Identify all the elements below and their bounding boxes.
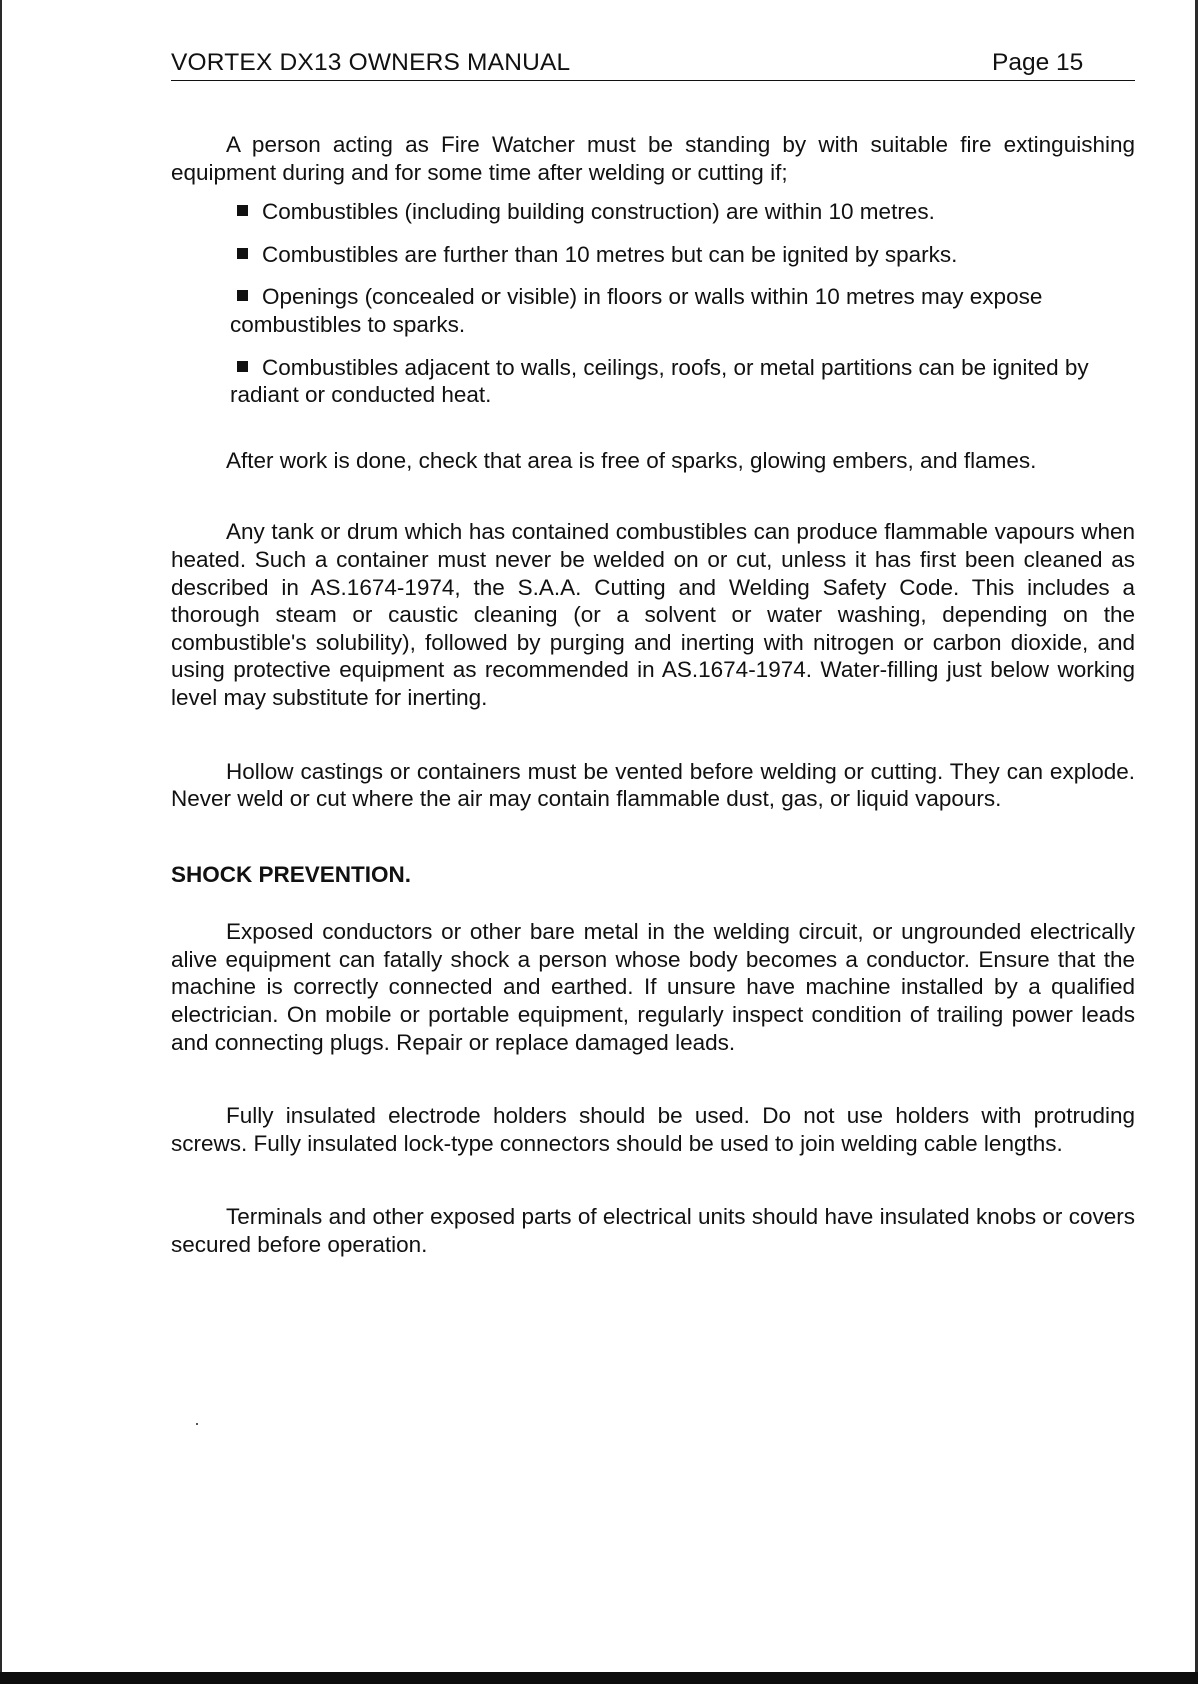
page-number: Page 15 bbox=[992, 49, 1084, 76]
square-bullet-icon bbox=[237, 248, 248, 259]
square-bullet-icon bbox=[237, 205, 248, 216]
after-work-note: After work is done, check that area is free of sparks, glowing embers, and flames. bbox=[226, 447, 1037, 473]
fire-watcher-conditions-list bbox=[171, 198, 1135, 409]
insulated-holders-paragraph: Fully insulated electrode holders should be used. Do not use holders with protruding screws. Fully insulated lock-type connectors should be used to join welding cable lengths. bbox=[171, 1103, 1135, 1156]
scan-border-bottom bbox=[0, 1672, 1198, 1684]
list-item-text: Combustibles are further than 10 metres but can be ignited by sparks. bbox=[262, 241, 958, 267]
list-item bbox=[230, 354, 1135, 409]
list-item-text: Openings (concealed or visible) in floors or walls within 10 metres may expose bbox=[262, 284, 1043, 310]
list-item-text-continued: radiant or conducted heat. bbox=[230, 382, 492, 408]
square-bullet-icon bbox=[237, 361, 248, 372]
tank-drum-paragraph: Any tank or drum which has contained combustibles can produce flammable vapours when heated. Such a container must never be welded on or cut, unless it has first been cleaned as described in AS.1674-1974, the S.A.A. Cutting and Welding Safety Code. This includes a thorough steam or caustic cleaning (or a solvent or water washing, depending on the combustible's solubility), followed by purging and inerting with nitrogen or carbon dioxide, and using protective equipment as recommended in AS.1674-1974. Water-filling just below working level may substitute for inerting. bbox=[171, 519, 1135, 710]
square-bullet-icon bbox=[237, 290, 248, 301]
shock-prevention-heading: SHOCK PREVENTION. bbox=[171, 861, 412, 887]
hollow-castings-paragraph: Hollow castings or containers must be vented before welding or cutting. They can explode. Never weld or cut where the air may contain flammable dust, gas, or liquid vapours. bbox=[171, 758, 1135, 812]
manual-title: VORTEX DX13 OWNERS MANUAL bbox=[171, 49, 571, 76]
page-header bbox=[171, 46, 1135, 81]
list-item bbox=[237, 241, 1135, 269]
exposed-conductors-paragraph: Exposed conductors or other bare metal in the welding circuit, or ungrounded electrically alive equipment can fatally shock a person whose body becomes a conductor. Ensure that the machine is correctly connected and earthed. If unsure have machine installed by a qualified electrician. On mobile or portable equipment, regularly inspect condition of trailing power leads and connecting plugs. Repair or replace damaged leads. bbox=[171, 919, 1135, 1055]
page-content bbox=[171, 131, 1135, 1259]
list-item bbox=[230, 283, 1135, 338]
list-item-text-continued: combustibles to sparks. bbox=[230, 311, 466, 337]
terminals-paragraph: Terminals and other exposed parts of electrical units should have insulated knobs or covers secured before operation. bbox=[171, 1204, 1135, 1258]
fire-watcher-intro: A person acting as Fire Watcher must be standing by with suitable fire extinguishing equipment during and for some time after welding or cutting if; bbox=[171, 132, 1135, 185]
list-item-text: Combustibles adjacent to walls, ceilings, roofs, or metal partitions can be ignited by bbox=[262, 354, 1089, 380]
manual-page bbox=[171, 46, 1135, 1259]
list-item bbox=[237, 198, 1135, 226]
scan-border-left bbox=[0, 0, 2, 1684]
scan-speck bbox=[196, 1423, 198, 1425]
list-item-text: Combustibles (including building construction) are within 10 metres. bbox=[262, 199, 935, 225]
